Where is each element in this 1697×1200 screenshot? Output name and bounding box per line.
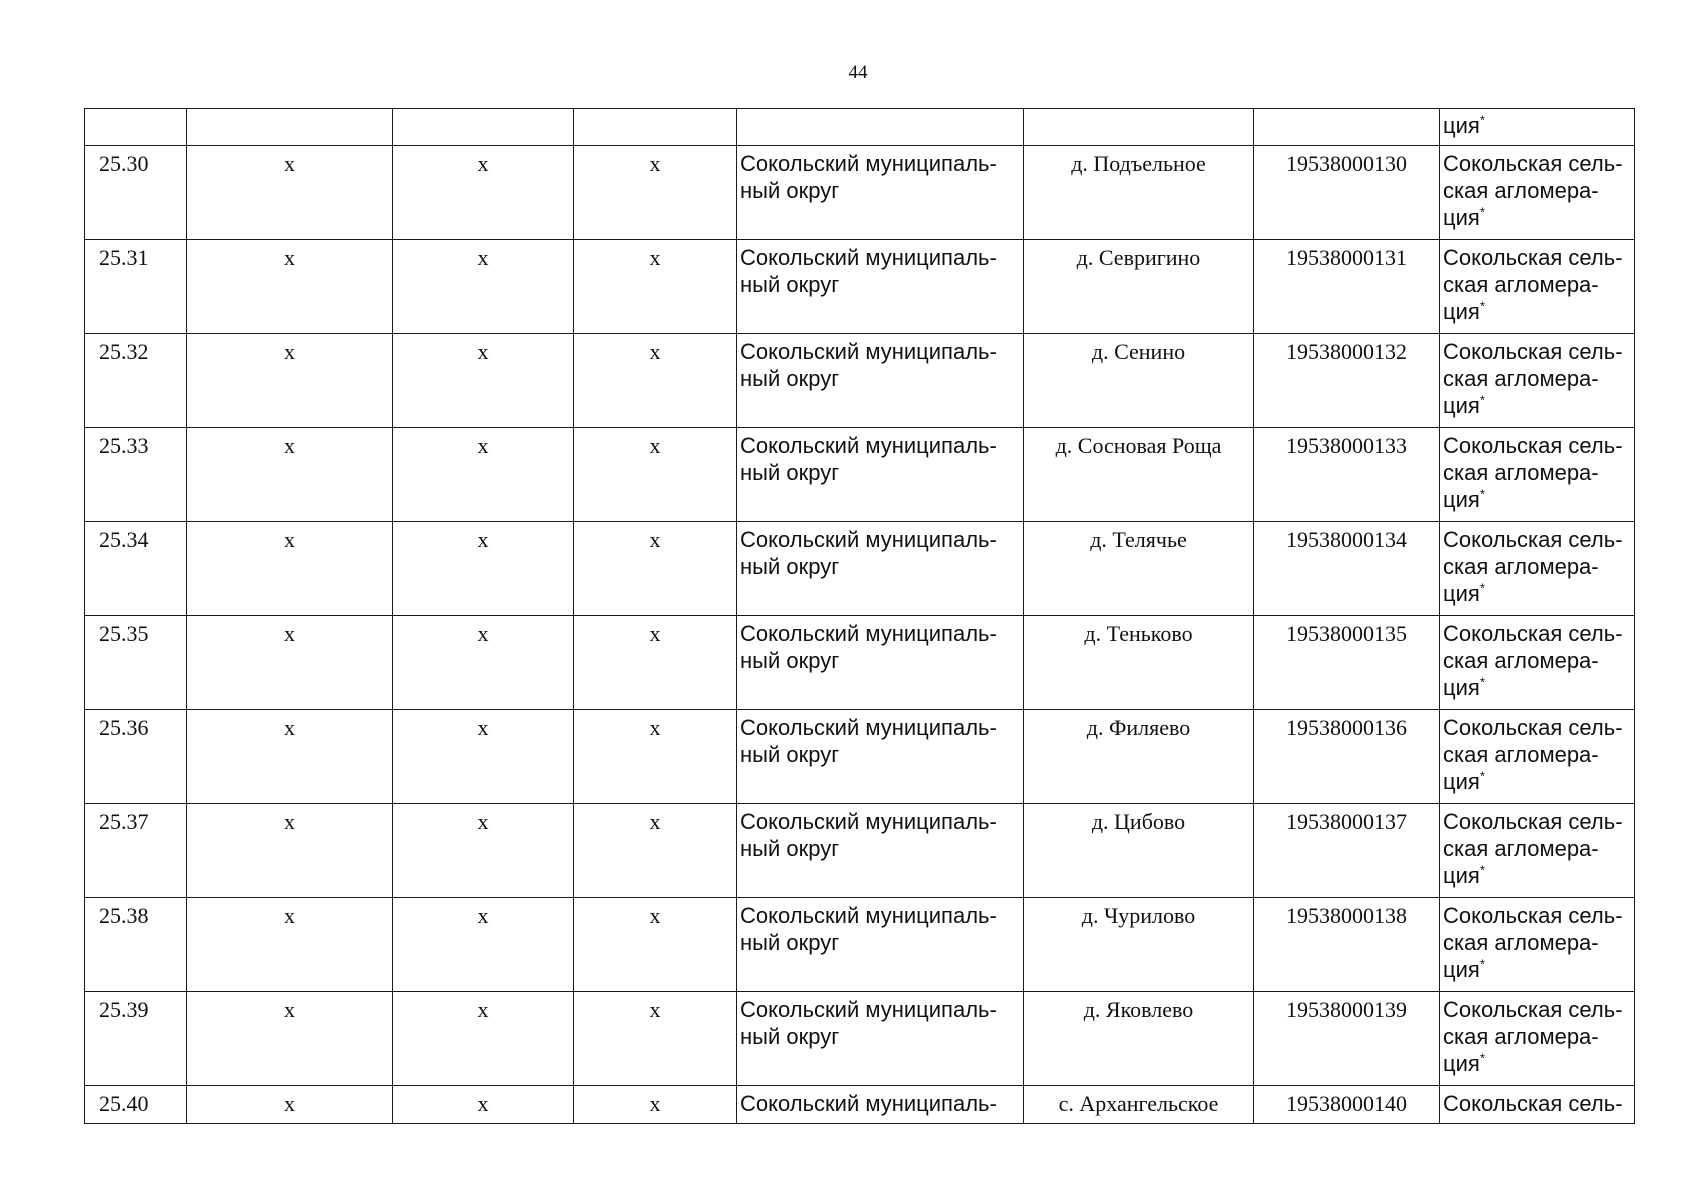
cell-code: [1254, 109, 1440, 146]
cell-c3: [574, 109, 737, 146]
cell-c1: [187, 898, 393, 992]
cell-c2: [393, 992, 574, 1086]
cell-region: [737, 804, 1024, 898]
cell-settlement: [1024, 240, 1254, 334]
cell-code-text: 19538000136: [1286, 715, 1407, 740]
cell-settlement: [1024, 428, 1254, 522]
cell-region-text: Сокольский муниципаль- ный округ: [740, 151, 997, 203]
footnote-mark: *: [1479, 486, 1485, 502]
cell-num-text: 25.33: [99, 433, 149, 458]
footnote-mark: *: [1479, 862, 1485, 878]
cell-region: [737, 898, 1024, 992]
cell-c2-text: х: [477, 245, 489, 270]
cell-settlement-text: д. Чурилово: [1081, 903, 1196, 928]
cell-agglomeration: [1440, 992, 1635, 1086]
cell-c2-text: х: [477, 903, 489, 928]
cell-settlement: [1024, 522, 1254, 616]
table-body: [85, 109, 1635, 1124]
cell-agglomeration-text: Сокольская сель- ская агломера- ция: [1443, 339, 1623, 418]
cell-c3-text: х: [649, 903, 661, 928]
cell-c3: [574, 334, 737, 428]
footnote-mark: *: [1479, 674, 1485, 690]
cell-c3-text: х: [649, 433, 661, 458]
cell-region-text: Сокольский муниципаль- ный округ: [740, 245, 997, 297]
cell-agglomeration: [1440, 1086, 1635, 1124]
cell-num: [85, 146, 187, 240]
cell-code: [1254, 710, 1440, 804]
cell-c2-text: х: [477, 433, 489, 458]
cell-c3-text: х: [649, 809, 661, 834]
cell-num: [85, 616, 187, 710]
cell-c2-text: х: [477, 809, 489, 834]
cell-settlement-text: д. Теньково: [1084, 621, 1193, 646]
footnote-mark: *: [1479, 768, 1485, 784]
cell-num-text: 25.35: [99, 621, 149, 646]
cell-code-text: 19538000138: [1286, 903, 1407, 928]
cell-c3-text: х: [649, 339, 661, 364]
cell-settlement-text: д. Филяево: [1086, 715, 1191, 740]
cell-code: [1254, 522, 1440, 616]
cell-num-text: 25.40: [99, 1091, 149, 1116]
cell-agglomeration: [1440, 334, 1635, 428]
cell-region-text: Сокольский муниципаль- ный округ: [740, 715, 997, 767]
cell-c2: [393, 146, 574, 240]
cell-c2: [393, 334, 574, 428]
cell-num-text: 25.32: [99, 339, 149, 364]
cell-region: [737, 522, 1024, 616]
cell-c2-text: х: [477, 997, 489, 1022]
cell-agglomeration: [1440, 804, 1635, 898]
table-row: [85, 1086, 1635, 1124]
cell-code: [1254, 334, 1440, 428]
cell-code: [1254, 616, 1440, 710]
cell-c1: [187, 428, 393, 522]
cell-c2: [393, 240, 574, 334]
cell-region-text: Сокольский муниципаль- ный округ: [740, 997, 997, 1049]
cell-c2-text: х: [477, 715, 489, 740]
cell-settlement: [1024, 898, 1254, 992]
cell-c1-text: х: [284, 433, 295, 458]
footnote-mark: *: [1479, 112, 1485, 128]
cell-code: [1254, 804, 1440, 898]
cell-c3: [574, 992, 737, 1086]
page-number: 44: [848, 62, 868, 83]
table-row: [85, 710, 1635, 804]
cell-agglomeration-text: Сокольская сель- ская агломера- ция: [1443, 809, 1623, 888]
cell-c2: [393, 428, 574, 522]
cell-c3: [574, 898, 737, 992]
cell-c3: [574, 804, 737, 898]
cell-region: [737, 428, 1024, 522]
footnote-mark: *: [1479, 204, 1485, 220]
cell-agglomeration-text: Сокольская сель- ская агломера- ция: [1443, 903, 1623, 982]
cell-c3: [574, 428, 737, 522]
cell-c1: [187, 710, 393, 804]
cell-num: [85, 522, 187, 616]
cell-region-text: Сокольский муниципаль- ный округ: [740, 527, 997, 579]
cell-num-text: 25.34: [99, 527, 149, 552]
cell-settlement-text: д. Яковлево: [1083, 997, 1194, 1022]
cell-agglomeration: [1440, 616, 1635, 710]
cell-settlement-text: д. Сенино: [1091, 339, 1186, 364]
cell-agglomeration: [1440, 428, 1635, 522]
cell-c2-text: х: [477, 527, 489, 552]
cell-region: [737, 616, 1024, 710]
continuation-row: [85, 109, 1635, 146]
cell-region-text: Сокольский муниципаль- ный округ: [740, 339, 997, 391]
cell-code-text: 19538000135: [1286, 621, 1407, 646]
cell-c3-text: х: [649, 1091, 661, 1116]
cell-settlement: [1024, 992, 1254, 1086]
cell-c1-text: х: [284, 527, 295, 552]
cell-num: [85, 898, 187, 992]
cell-c1-text: х: [284, 339, 295, 364]
cell-c2-text: х: [477, 151, 489, 176]
cell-region: [737, 992, 1024, 1086]
cell-num-text: 25.39: [99, 997, 149, 1022]
cell-c3-text: х: [649, 997, 661, 1022]
cell-num-text: 25.30: [99, 151, 149, 176]
cell-code-text: 19538000140: [1286, 1091, 1407, 1116]
cell-code-text: 19538000132: [1286, 339, 1407, 364]
cell-c1-text: х: [284, 621, 295, 646]
cell-c1: [187, 804, 393, 898]
cell-settlement-text: с. Архангельское: [1058, 1091, 1219, 1116]
table-row: [85, 804, 1635, 898]
table-row: [85, 240, 1635, 334]
cell-c3-text: х: [649, 527, 661, 552]
cell-settlement: [1024, 804, 1254, 898]
settlements-table: [84, 108, 1635, 1124]
cell-code-text: 19538000134: [1286, 527, 1407, 552]
cell-agglomeration-text: Сокольская сель-: [1443, 1091, 1623, 1116]
cell-c1-text: х: [284, 245, 295, 270]
cell-settlement-text: д. Подъельное: [1071, 151, 1206, 176]
cell-code: [1254, 992, 1440, 1086]
cell-code: [1254, 428, 1440, 522]
cell-settlement: [1024, 616, 1254, 710]
table-row: [85, 898, 1635, 992]
cell-region: [737, 240, 1024, 334]
cell-c2: [393, 522, 574, 616]
cell-c3: [574, 146, 737, 240]
cell-region-text: Сокольский муниципаль- ный округ: [740, 433, 997, 485]
cell-agglomeration: [1440, 710, 1635, 804]
cell-c3-text: х: [649, 245, 661, 270]
table-row: [85, 522, 1635, 616]
cell-agglomeration: [1440, 898, 1635, 992]
cell-num: [85, 1086, 187, 1124]
cell-agglomeration: [1440, 240, 1635, 334]
cell-c2-text: х: [477, 339, 489, 364]
cell-num: [85, 334, 187, 428]
cell-c1-text: х: [284, 151, 295, 176]
cell-c1: [187, 992, 393, 1086]
cell-code-text: 19538000137: [1286, 809, 1407, 834]
cell-c2: [393, 898, 574, 992]
cell-agglomeration-text: Сокольская сель- ская агломера- ция: [1443, 997, 1623, 1076]
cell-agglomeration-text: Сокольская сель- ская агломера- ция: [1443, 151, 1623, 230]
footnote-mark: *: [1479, 298, 1485, 314]
cell-settlement: [1024, 109, 1254, 146]
cell-settlement: [1024, 710, 1254, 804]
cell-code-text: 19538000130: [1286, 151, 1407, 176]
cell-code-text: 19538000133: [1286, 433, 1407, 458]
cell-num-text: 25.31: [99, 245, 149, 270]
cell-agglomeration: [1440, 522, 1635, 616]
cell-c1-text: х: [284, 1091, 295, 1116]
cell-code: [1254, 1086, 1440, 1124]
cell-code: [1254, 240, 1440, 334]
cell-c2: [393, 616, 574, 710]
cell-agglomeration-text: Сокольская сель- ская агломера- ция: [1443, 245, 1623, 324]
cell-settlement-text: д. Цибово: [1091, 809, 1186, 834]
cell-region-text: Сокольский муниципаль-: [740, 1091, 997, 1116]
footnote-mark: *: [1479, 1050, 1485, 1066]
cell-c2: [393, 804, 574, 898]
cell-c2-text: х: [477, 1091, 489, 1116]
footnote-mark: *: [1479, 392, 1485, 408]
cell-settlement-text: д. Севригино: [1076, 245, 1201, 270]
cell-region: [737, 109, 1024, 146]
cell-region-text: Сокольский муниципаль- ный округ: [740, 621, 997, 673]
cell-c1: [187, 334, 393, 428]
cell-num: [85, 804, 187, 898]
cell-c3-text: х: [649, 715, 661, 740]
cell-region-text: Сокольский муниципаль- ный округ: [740, 809, 997, 861]
cell-c1-text: х: [284, 997, 295, 1022]
cell-region-text: Сокольский муниципаль- ный округ: [740, 903, 997, 955]
cell-agglomeration-text: Сокольская сель- ская агломера- ция: [1443, 621, 1623, 700]
cell-code-text: 19538000131: [1286, 245, 1407, 270]
cell-agglomeration-text: Сокольская сель- ская агломера- ция: [1443, 433, 1623, 512]
cell-num: [85, 109, 187, 146]
footnote-mark: *: [1479, 580, 1485, 596]
table-row: [85, 616, 1635, 710]
cell-agglomeration-text: Сокольская сель- ская агломера- ция: [1443, 715, 1623, 794]
cell-c1: [187, 240, 393, 334]
cell-c1: [187, 522, 393, 616]
table-row: [85, 992, 1635, 1086]
cell-num-text: 25.37: [99, 809, 149, 834]
cell-settlement: [1024, 146, 1254, 240]
cell-region: [737, 1086, 1024, 1124]
cell-c2-text: х: [477, 621, 489, 646]
cell-c1: [187, 109, 393, 146]
cell-num: [85, 240, 187, 334]
cell-settlement: [1024, 1086, 1254, 1124]
cell-region: [737, 710, 1024, 804]
cell-region: [737, 146, 1024, 240]
cell-c1: [187, 146, 393, 240]
cell-code: [1254, 898, 1440, 992]
cell-settlement: [1024, 334, 1254, 428]
agglomeration-text: ция: [1443, 113, 1480, 138]
cell-settlement-text: д. Телячье: [1090, 527, 1187, 552]
cell-c2: [393, 1086, 574, 1124]
cell-code-text: 19538000139: [1286, 997, 1407, 1022]
cell-agglomeration-text: Сокольская сель- ская агломера- ция: [1443, 527, 1623, 606]
cell-code: [1254, 146, 1440, 240]
cell-c1: [187, 616, 393, 710]
cell-num-text: 25.38: [99, 903, 149, 928]
cell-c1-text: х: [284, 809, 295, 834]
cell-num: [85, 428, 187, 522]
table-row: [85, 334, 1635, 428]
cell-c2: [393, 109, 574, 146]
cell-num: [85, 710, 187, 804]
table-row: [85, 146, 1635, 240]
cell-c3-text: х: [649, 621, 661, 646]
cell-num: [85, 992, 187, 1086]
cell-c3: [574, 616, 737, 710]
cell-c1-text: х: [284, 903, 295, 928]
cell-agglomeration: [1440, 146, 1635, 240]
cell-c3: [574, 1086, 737, 1124]
footnote-mark: *: [1479, 956, 1485, 972]
cell-c3: [574, 710, 737, 804]
cell-num-text: 25.36: [99, 715, 149, 740]
cell-c2: [393, 710, 574, 804]
cell-agglomeration: [1440, 109, 1635, 146]
cell-c3: [574, 240, 737, 334]
table-row: [85, 428, 1635, 522]
cell-c3-text: х: [649, 151, 661, 176]
cell-settlement-text: д. Сосновая Роща: [1055, 433, 1222, 458]
cell-c1: [187, 1086, 393, 1124]
cell-region: [737, 334, 1024, 428]
cell-c3: [574, 522, 737, 616]
cell-c1-text: х: [284, 715, 295, 740]
